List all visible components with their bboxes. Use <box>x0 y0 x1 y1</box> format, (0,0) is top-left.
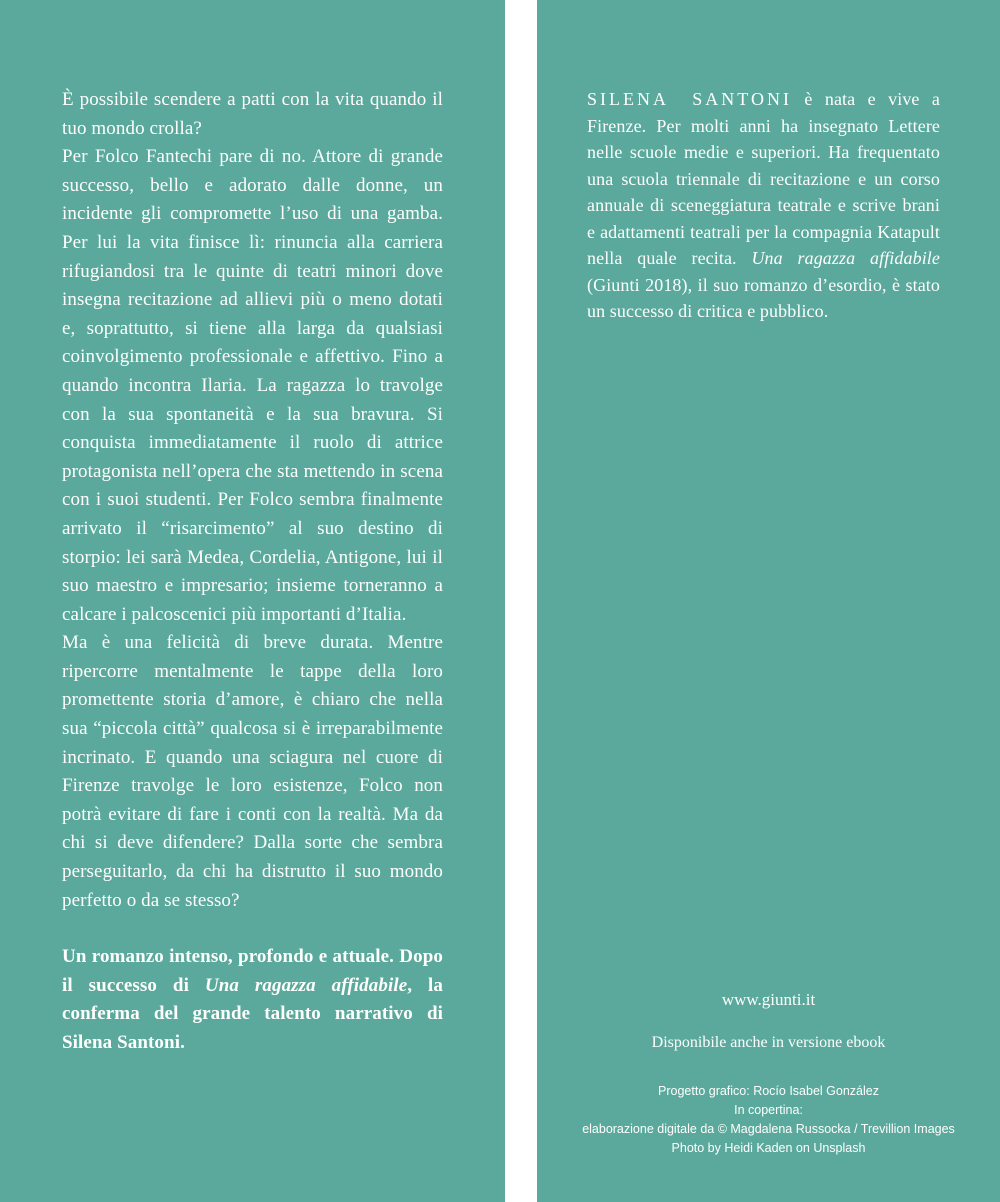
publisher-website: www.giunti.it <box>721 990 816 1009</box>
flap-gutter <box>505 0 537 1202</box>
back-flap <box>537 0 1000 1202</box>
author-bio: SILENA SANTONI è nata e vive a Firenze. Per molti anni ha insegnato Lettere nelle scuole medie e superiori. Ha frequentato una scuola triennale di recitazione e un corso annuale di sceneggiatura teatrale e scrive brani e adattamenti teatrali per la compagnia Katapult nella quale recita. Una ragazza affidabile (Giunti 2018), il suo romanzo d’esordio, è stato un successo di critica e pubblico. <box>587 89 940 321</box>
publisher-footer <box>553 990 984 1158</box>
synopsis-paragraph-1: Per Folco Fantechi pare di no. Attore di grande successo, bello e adorato dalle donne, un incidente gli compromette l’uso di una gamba. Per lui la vita finisce lì: rinuncia alla carriera rifugiandosi tra le quinte di teatri minori dove insegna recitazione ad allievi più o meno dotati e, soprattutto, si tiene alla larga da qualsiasi coinvolgimento professionale e affettivo. Fino a quando incontra Ilaria. La ragazza lo travolge con la sua spontaneità e la sua bravura. Si conquista immediatamente il ruolo di attrice protagonista nell’opera che sta mettendo in scena con i suoi studenti. Per Folco sembra finalmente arrivato il “risarcimento” al suo destino di storpio: lei sarà Medea, Cordelia, Antigone, lui il suo maestro e impresario; insieme torneranno a calcare i palcoscenici più importanti d’Italia. <box>62 146 443 625</box>
credit-cover-image: elaborazione digitale da © Magdalena Russocka / Trevillion Images <box>582 1122 955 1136</box>
synopsis-paragraph-2: Ma è una felicità di breve durata. Mentre ripercorre mentalmente le tappe della loro promettente storia d’amore, è chiaro che nella sua “piccola città” qualcosa si è irreparabilmente incrinato. E quando una sciagura nel cuore di Firenze travolge le loro esistenze, Folco non potrà evitare di fare i conti con la realtà. Ma da chi si deve difendere? Dalla sorte che sembra perseguitarlo, da chi ha distrutto il suo mondo perfetto o da se stesso? <box>62 632 443 911</box>
closing-blurb: Un romanzo intenso, profondo e attuale. Dopo il successo di Una ragazza affidabile, la conferma del grande talento narrativo di Silena Santoni. <box>62 946 443 1053</box>
ebook-availability-note: Disponibile anche in versione ebook <box>651 1034 886 1051</box>
credits-block <box>553 1082 984 1158</box>
credit-graphic-design: Progetto grafico: Rocío Isabel González <box>658 1084 879 1098</box>
credit-cover-label: In copertina: <box>734 1103 803 1117</box>
synopsis-hook: È possibile scendere a patti con la vita quando il tuo mondo crolla? <box>62 89 443 139</box>
credit-photo: Photo by Heidi Kaden on Unsplash <box>671 1141 866 1155</box>
